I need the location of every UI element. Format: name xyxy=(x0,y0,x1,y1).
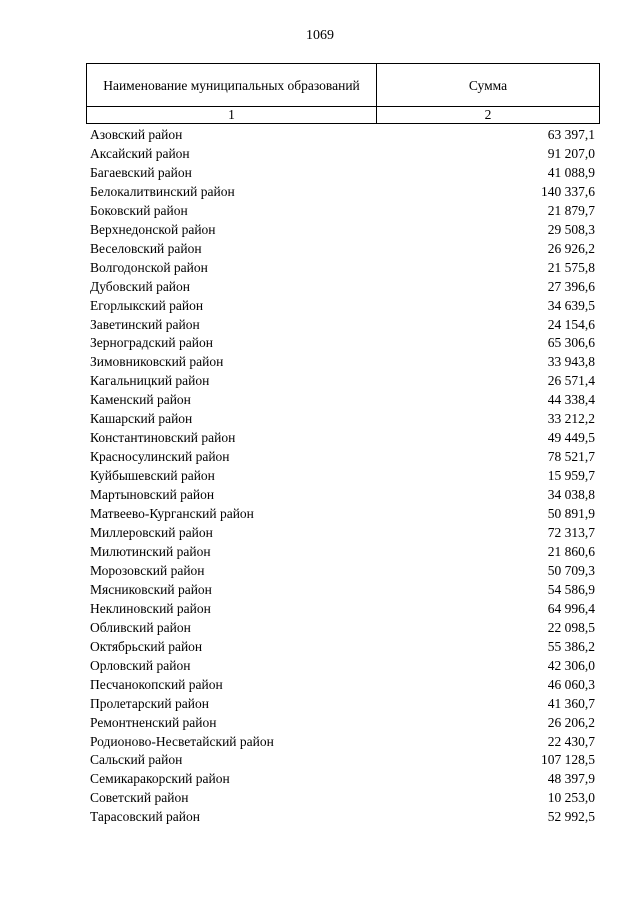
amount-value: 41 360,7 xyxy=(547,695,595,711)
table-row xyxy=(90,639,595,658)
table-row xyxy=(90,487,595,506)
amount-value: 22 098,5 xyxy=(547,619,595,635)
municipality-name: Советский район xyxy=(90,790,189,806)
municipality-name: Песчанокопский район xyxy=(90,676,223,692)
amount-value: 50 891,9 xyxy=(547,506,595,522)
amount-value: 33 943,8 xyxy=(547,354,595,370)
amount-value: 22 430,7 xyxy=(547,733,595,749)
amount-value: 26 926,2 xyxy=(547,240,595,256)
municipality-name: Обливский район xyxy=(90,619,191,635)
amount-value: 41 088,9 xyxy=(547,164,595,180)
municipality-name: Верхнедонской район xyxy=(90,221,216,237)
amount-value: 27 396,6 xyxy=(547,278,595,294)
table-body xyxy=(90,127,595,828)
table-row xyxy=(90,734,595,753)
table-row xyxy=(90,241,595,260)
municipality-name: Каменский район xyxy=(90,392,191,408)
table-row xyxy=(90,790,595,809)
amount-value: 72 313,7 xyxy=(547,525,595,541)
amount-value: 21 575,8 xyxy=(547,259,595,275)
table-row xyxy=(90,468,595,487)
amount-value: 24 154,6 xyxy=(547,316,595,332)
amount-value: 91 207,0 xyxy=(547,145,595,161)
municipality-name: Мясниковский район xyxy=(90,581,212,597)
table-row xyxy=(90,165,595,184)
table-row xyxy=(90,506,595,525)
amount-value: 50 709,3 xyxy=(547,562,595,578)
municipality-name: Куйбышевский район xyxy=(90,468,215,484)
table-row xyxy=(90,525,595,544)
amount-value: 10 253,0 xyxy=(547,790,595,806)
table-row xyxy=(90,335,595,354)
municipality-name: Зерноградский район xyxy=(90,335,213,351)
municipality-name: Орловский район xyxy=(90,657,191,673)
municipality-name: Кагальницкий район xyxy=(90,373,210,389)
amount-value: 54 586,9 xyxy=(547,581,595,597)
municipality-name: Мартыновский район xyxy=(90,487,215,503)
municipality-name: Морозовский район xyxy=(90,562,205,578)
table-row xyxy=(90,298,595,317)
municipality-name: Семикаракорский район xyxy=(90,771,230,787)
municipality-name: Сальский район xyxy=(90,752,183,768)
table-header xyxy=(86,63,600,124)
amount-value: 26 206,2 xyxy=(547,714,595,730)
municipality-name: Белокалитвинский район xyxy=(90,183,235,199)
page-number: 1069 xyxy=(306,28,334,43)
table-row xyxy=(90,677,595,696)
municipality-name: Пролетарский район xyxy=(90,695,209,711)
municipality-name: Милютинский район xyxy=(90,543,211,559)
table-row xyxy=(90,392,595,411)
amount-value: 46 060,3 xyxy=(547,676,595,692)
table-row xyxy=(90,658,595,677)
amount-value: 52 992,5 xyxy=(547,809,595,825)
table-row xyxy=(90,260,595,279)
column-header-name: Наименование муниципальных образований xyxy=(87,64,377,107)
amount-value: 107 128,5 xyxy=(541,752,595,768)
municipality-name: Ремонтненский район xyxy=(90,714,217,730)
municipality-name: Красносулинский район xyxy=(90,449,230,465)
municipality-name: Заветинский район xyxy=(90,316,200,332)
table-row xyxy=(90,771,595,790)
municipality-name: Неклиновский район xyxy=(90,600,211,616)
municipality-name: Аксайский район xyxy=(90,145,190,161)
amount-value: 26 571,4 xyxy=(547,373,595,389)
municipality-name: Егорлыкский район xyxy=(90,297,204,313)
table-row xyxy=(90,279,595,298)
municipality-name: Азовский район xyxy=(90,127,183,142)
municipality-name: Миллеровский район xyxy=(90,525,213,541)
amount-value: 33 212,2 xyxy=(547,411,595,427)
municipality-name: Константиновский район xyxy=(90,430,236,446)
table-row xyxy=(90,620,595,639)
table-row xyxy=(90,373,595,392)
municipality-name: Веселовский район xyxy=(90,240,202,256)
amount-value: 140 337,6 xyxy=(541,183,595,199)
table-row xyxy=(90,696,595,715)
table-row xyxy=(90,715,595,734)
table-row xyxy=(90,146,595,165)
municipality-name: Багаевский район xyxy=(90,164,192,180)
amount-value: 42 306,0 xyxy=(547,657,595,673)
municipality-name: Кашарский район xyxy=(90,411,193,427)
amount-value: 34 639,5 xyxy=(547,297,595,313)
table-row xyxy=(90,449,595,468)
column-number-2: 2 xyxy=(377,107,600,124)
table-row xyxy=(90,184,595,203)
amount-value: 55 386,2 xyxy=(547,638,595,654)
table-row xyxy=(90,222,595,241)
amount-value: 21 879,7 xyxy=(547,202,595,218)
amount-value: 64 996,4 xyxy=(547,600,595,616)
table-row xyxy=(90,203,595,222)
amount-value: 34 038,8 xyxy=(547,487,595,503)
column-number-1: 1 xyxy=(87,107,377,124)
table-row xyxy=(90,582,595,601)
municipality-name: Матвеево-Курганский район xyxy=(90,506,254,522)
table-row xyxy=(90,601,595,620)
table-row xyxy=(90,317,595,336)
amount-value: 21 860,6 xyxy=(547,543,595,559)
table-row xyxy=(90,411,595,430)
municipality-name: Родионово-Несветайский район xyxy=(90,733,274,749)
amount-value: 15 959,7 xyxy=(547,468,595,484)
column-header-sum: Сумма xyxy=(377,64,600,107)
table-row xyxy=(90,809,595,828)
amount-value: 29 508,3 xyxy=(547,221,595,237)
table-row xyxy=(90,544,595,563)
municipality-name: Дубовский район xyxy=(90,278,191,294)
table-row xyxy=(90,752,595,771)
municipality-name: Волгодонской район xyxy=(90,259,208,275)
table-row xyxy=(90,430,595,449)
table-row xyxy=(90,354,595,373)
municipality-name: Зимовниковский район xyxy=(90,354,224,370)
amount-value: 78 521,7 xyxy=(547,449,595,465)
amount-value: 63 397,1 xyxy=(547,127,595,142)
municipality-name: Боковский район xyxy=(90,202,188,218)
municipality-name: Октябрьский район xyxy=(90,638,203,654)
amount-value: 49 449,5 xyxy=(547,430,595,446)
amount-value: 65 306,6 xyxy=(547,335,595,351)
municipality-name: Тарасовский район xyxy=(90,809,200,825)
amount-value: 48 397,9 xyxy=(547,771,595,787)
amount-value: 44 338,4 xyxy=(547,392,595,408)
table-row xyxy=(90,127,595,146)
table-row xyxy=(90,563,595,582)
